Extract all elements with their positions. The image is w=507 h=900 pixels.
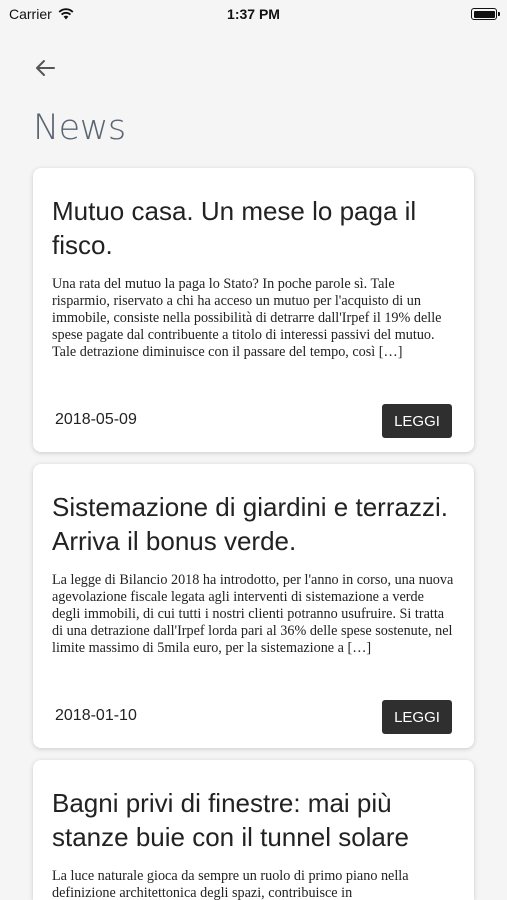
news-card [33,168,474,452]
status-bar [0,0,507,30]
back-button[interactable] [30,52,62,84]
news-card [33,760,474,900]
news-excerpt: La legge di Bilancio 2018 ha introdotto, per l'anno in corso, una nuova agevolazione fiscale legata agli interventi di sistemazione a verde degli immobili, di cui tutti i nostri clienti potranno usufruire. Si tratta di una detrazione dall'Irpef lorda pari al 36% delle spese sostenute, nel limite massimo di 5mila euro, per la sistemazione a […] [52,572,454,656]
news-title: Mutuo casa. Un mese lo paga il fisco. [52,196,417,260]
news-excerpt: La luce naturale gioca da sempre un ruolo di primo piano nella definizione architettonica degli spazi, contribuisce in [52,868,409,900]
news-date: 2018-05-09 [55,411,137,428]
news-title: Bagni privi di finestre: mai più stanze buie con il tunnel solare [52,788,410,852]
news-excerpt: Una rata del mutuo la paga lo Stato? In poche parole sì. Tale risparmio, riservato a chi ha acceso un mutuo per l'acquisto di un immobile, consiste nella possibilità di detrarre dall'Irpef il 19% delle spese pagate dal contribuente a titolo di interessi passivi del mutuo. Tale detrazione diminuisce con il passare del tempo, così […] [52,276,442,360]
news-footer [55,404,452,438]
news-date: 2018-01-10 [55,707,137,724]
page-title: News [33,108,126,148]
battery-icon [471,8,497,20]
arrow-left-icon [30,52,62,84]
carrier-label: Carrier [9,6,52,22]
news-title: Sistemazione di giardini e terrazzi. Arriva il bonus verde. [52,492,448,556]
status-time: 1:37 PM [227,6,280,22]
news-card [33,464,474,748]
read-button[interactable]: LEGGI [382,404,452,438]
read-button[interactable]: LEGGI [382,700,452,734]
news-footer [55,700,452,734]
